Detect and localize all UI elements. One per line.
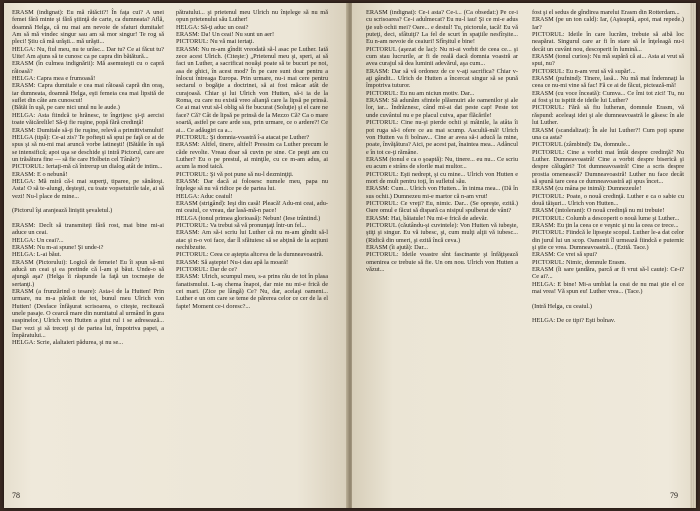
- left-page-number: 78: [12, 491, 20, 500]
- left-page-column-1: [12, 9, 164, 347]
- column-text: fost şi el sedus de gîndirea marelui Erasm din Rotterdam... ERASM (pe un ton cald): Iar, (Aşteaptă, apoi, mai repede.) Iar? PICTORUL: Ideile în care lucrăm, trebuie să aibă loc neapărat. Singurul care ar fi în stare să le înţeleagă nu-i decât un cuvânt nou, descoperit în lumină... ERASM (tonul curios): Nu mă supără că ai... Asta ai vrut să spui, nu? PICTORUL: Eu n-am vrut să vă supăr!... ERASM (pufnind): Tinere, lasă... Nu mă mai îndemnaţi la ceea ce nu-mi vine să fac! Fă ce ai de făcut, pictează-mă! ERASM (cu voce înceată): Cumva... Ce îmi tot zici! Tu, nu ai fost şi tu ispitit de ideile lui Luther? PICTORUL: Fără să fiu lutheran, domnule Erasm, vă răspund: aceleaşi idei şi ale dumneavoastră le găsesc în ale lui Luther. ERASM (scandalizat): În ale lui Luther?! Cum poţi spune una ca asta? PICTORUL (zâmbind): Da, domnule... PICTORUL: Cine a vorbit mai întâi despre credinţă? Nu Luther. Dumneavoastră! Cine a vorbit despre biserică şi despre călugări? Tot dumneavoastră! Cine a scris despre prostia omenească? Dumneavoastră! Luther nu face decât să spună tare ceea ce dumneavoastră aţi spus încet... ERASM (cu mâna pe inimă): Dumnezeule! PICTORUL: Poate, o nouă credinţă. Luther e ca o sabie cu două tăişuri... Ulrich von Hutten... ERASM (intolerant): O nouă credinţă nu mi trebuie! PICTORUL: Columb a descoperit o nouă lume şi Luther... ERASM: Eu ţin la ceea ce e veşnic şi nu la ceea ce trece... PICTORUL: Fiindcă le lipseşte scopul. Luther le-a dat celor din jurul lui un scop. Oamenii îl urmează fiindcă e puternic şi ştie ce vrea. Dumneavoastră... (Ezită. Tace.) ERASM: Ce vrei să spui? PICTORUL: Nimic, domnule Erasm. ERASM (îi sare ţandăra, parcă ar fi vrut să-l caute): Ce-i? Ce ai?... HELGA: E bine! Mi-a umblat la ceai de nu mai ştie el ce mai vrea! Vă spun eu! Luther vrea... (Tace.) (Intră Helga, cu ceaiul.) HELGA: De ce tipi? Eşti bolnav.: [532, 9, 684, 325]
- right-page-column-2: [532, 9, 684, 325]
- book-spread: [4, 3, 696, 508]
- column-text: ERASM (indignat): Eu mă rătăcit?! În faţa cui? A unei femei fără minte şi fără ştiinţă de carte, ca dumneata? Află, doamnă Helga, că nu mai am nevoie de sfaturi dumitale! Am să mă vindec singur sau am să mor singur! Te rog să pleci! Ştiu că mă urăşti... mă urăşti... HELGA: Nu, fiul meu, nu te urăsc... Dar tu? Ce ai făcut tu? Uite! Am ajuns să te cunosc ca pe capra din bătătură... ERASM (în culmea indignării): Mă asemuieşti cu o capră râioasă? HELGA: Capra mea e frumoasă! ERASM: Capra dumitale e cea mai râioasă capră din oraş, iar dumneata, doamnă Helga, eşti femeia cea mai lipsită de suflet din câte am cunoscut! (Bătăi în uşă, pe care nici unul nu le aude.) HELGA: Asta fiindcă te hrănesc, te îngrijesc şi-ţi aercisi toate văicărelile! Să-ţi fie ruşine, popă fără credinţă! ERASM: Dumitale să-ţi fie ruşine, relevă a primitivismului! HELGA (tipă): Ce-ai zis? Te pofteşti să spui pe faţă ce ai de spus şi să nu-mi mai aruncă vorbe latineşti! (Bătăile în uşă se intensifică; apoi uşa se deschide şi intră Pictorul, care are un trăsătura fine — să fie care Holbein cel Tânăr?) PICTORUL: Iertaţi-mă că întrerup un dialog atât de intim... ERASM: E o nebună! HELGA: Mă miră că-i mai superţi, tiparee, pe sănătoşi. Asta! O să te-alungi, deşteşti, cu toate vopsetuirile tale, ai să vezi! Nu-l place de mine... (Pictorul îşi aranjează liniştit şevaletul.) ERASM: Decît să transmiteţi fără rost, mai bine mi-ai aduce un ceai. HELGA: Un ceai?... ERASM: Nu m-ai spune! Şi unde-i? HELGA: L-ai băut. ERASM (Pictorului): Logică de femeie! Eu îi spun să-mi aducă un ceai şi ea pretinde că l-am şi băut. Unde-o să ajungă aşa? (Helga îi răspunde la faţă un tocmeşte de sertanţi.) ERASM (a frunzărind o tesare): Asta-i de la Hutten! Prin urmare, nu m-a părăsit de tot, bunul meu Ulrich von Hutten! (Desface înfăşurat scrisoarea, o citeşte, recitează unele pasaje. O cearcă mare din numitatul al urmând în gura suspinelor.) Ulrich von Hutten a ştiut rul i se adresează... Dar vezi şi să treceţi şi de partea lui, împotriva papei, a împăratului... HELGA: Scrie, alaltaieri pădurea, şi nu se...: [12, 9, 164, 347]
- column-text: pătratului... şi prietenul meu Ulrich nu înţelege să nu mă opun prietenului său Luther! HELGA: Să-ţi aduc un ceai? ERASM: Da! Un ceai! Nu sunt un aer! PICTORUL: Nu vă mai iertaţi. ERASM: Nu m-am gîndit vreodată să-l asac pe Luther. Iată zece acest Ulrich. (Citeşte:) „Prietenul meu şi, speri, ai să faci un Luther, a sacrificat nouăşi poate să te bucuri pe noi, asa de ghici, în acest mod? În pe care sunt doar pentru a înlocui întreaga Europa. Prin urmare, nu-i mai cere pentru sectarul o bogăţie a doctrinei, să ai fost măcar atât de curajoasă. Chiar şi lui Ulrich von Hutten, să-i ia de la Roma, cu care nu există vreo alianţă care la lipsă pe prinsă. Ce ai mai vrut să-l oblig să fie bucurat (Soluţie) şi el care ne face? Că? Cât de lipsă pe prinsă de la Mezzo Că? Ca o mare soartă, astfel pe care arde sus, prin urmare, ce o ardere?! Ce ai... Ce adăugiri ca a... PICTORUL: Şi domnia-voastră î-a atacat pe Luther? ERASM: Altfel, tinere, altfel! Pressim ca Luther precum le căde revolte. Vreau doar să cuvin pe sine. Ce peşti am cu Luther? Eu o pe prestul, ai minţile, cu ce m-am adus, ai acum la mod taică. PICTORUL: Şi vă pot pune să nu-l dezminţiţi. ERASM: Dar dacă ai folosesc numele meu, papa nu înţelege să nu vă ridice pe de partea lui. HELGA: Aduc ceaiul! ERASM (strigând): Ieşi din casă! Pleacă! Adu-mi ceai, adu-mi ceaiul, ce vreau, dar lasă-mă-n pace! HELGA (tonul primea glorioasă): Nebun! (Iese trântind.) PICTORUL: Va trebui să vă pronunţaţi într-un fel... ERASM: Am să-i scriu lui Luther că nu m-am gîndit să-l atac şi n-o voi face, dar îl sfătuiesc să se abţină de la acţiuni nechibzuite. PICTORUL: Ceea ce aştepta altceva de la dumneavoastră. ERASM: Să aştepte! Nu-i dau apă la moară! PICTORUL: Dar de ce? ERASM: Ulrich, scumpul meu, s-a prins rău de tot în plasa fanatismului. L-aş chema înapoi, dar mie nu mi-e frică de cei mari. (Zice pe lângă) Ce? Nu, dar, acelaşi oameni... Luther e un om care se teme de părerea celor ce cer de la el fapte! Moment ce-i doresc?...: [176, 9, 328, 310]
- right-page-number: 79: [670, 491, 678, 500]
- left-page-column-2: [176, 9, 328, 310]
- left-page: [4, 3, 348, 508]
- column-text: ERASM (indignat): Ce-i asta? Ce-i... (Ca obsedat:) Pe ce-i cu scrisoarea? Ce-i adulmecat? Eu nu-l iau! Şi ce mi-e adus ţie sub ochii mei? Oare... e destul! Tu, pictorule, tacă! Eu vă puteţi, deci, sfâtuiţi? La fel de scurt în spaţiile nesfîrşite... Eu n-am nevoie de ceaiuri! Sfîrşitul e bine! PICTORUL (aşezat de lac): Nu ni-ai vorbit de ceea ce... şi cum stau lucrurile, ar fi de reală dacă domnia voastră ar avea curajul să dea luminii adevărul, aşa cum... ERASM: Dar să vă ordonez de ce v-aţi sacrifica? Chiar v-aţi gândit... Ulrich de Hutten a încercat singur să se pună împotriva tuturor. PICTORUL: Eu nu am niciun motiv. Dar... ERASM: Să adunăm sfintele plăsmuiri ale oamenilor şi ale lor, iar... Îndrăznesc, când mi-ai dat peste cap! Peste tot unde cuvântul nu e pe placul cuiva, apar flăcările! PICTORUL: Cine nu-şi pierde ochii şi mâinile, la atâta îi pot ruga să-i ofere ce au mai scump. Ascultă-mă! Ulrich von Hutten va fi bolnav... Cine ar avea să-i aducă la mine, poate, învăţătura? Aici, pe acest pat, înaintea mea... Adâncul e în tot ce-ţi rămâne. ERASM (tonul e ca o şoaptă): Nu, tinere... eu nu... Ce scriu eu acum e strâns de sforile mai multor... PICTORUL: Eşti nedrept, şi cu mine... Ulrich von Hutten e mort de mult pentru toţi, în sufletul său. ERASM: Cum... Ulrich von Hutten... în inima mea... (Dă în sus ochii.) Dumnezeu mi-e martor că n-am vrut! PICTORUL: Ce vreţi? Eu, nimic. Dar... (Se opreşte, ezită.) Oare omul e făcut să dispară ca nisipul spulberat de vânt? ERASM: Hai, băiatule! Nu mi-e frică de adevăr. PICTORUL (căutându-şi cuvintele): Von Hutten vă iubeşte, ştiţi şi singur. Eu vă iubesc, şi, cum mulţi alţii vă iubesc... (Ridică din umeri, şi ezită încă ceva.) ERASM (îi ajută): Dar... PICTORUL: Ideile voastre sînt fascinante şi înfăţişează omenirea ce trebuie să fie. Un om nou. Ulrich von Hutten a văzut...: [366, 9, 518, 274]
- page-edge: [690, 3, 696, 508]
- right-page: [352, 3, 696, 508]
- right-page-column-1: [366, 9, 518, 273]
